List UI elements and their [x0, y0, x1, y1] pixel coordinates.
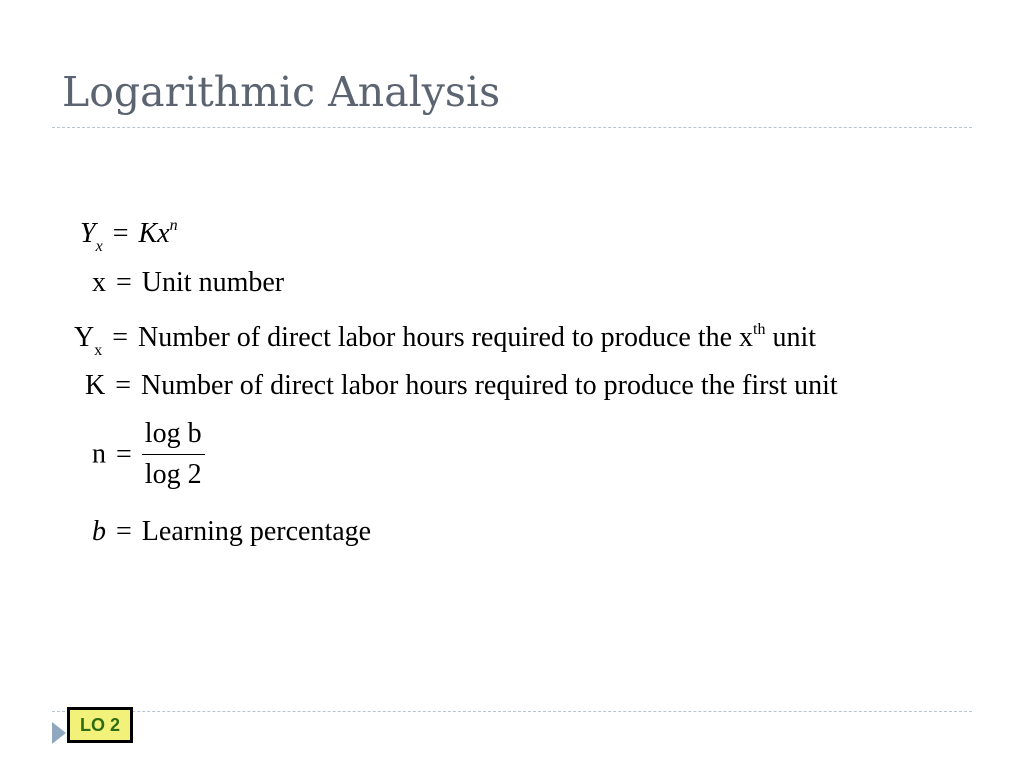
learning-objective-label: LO 2	[79, 714, 120, 735]
definition-yx-symbol-sub: x	[94, 342, 103, 359]
definition-yx-equals: =	[112, 322, 129, 353]
definition-k-equals: =	[115, 370, 132, 401]
footer-divider	[52, 711, 972, 712]
definition-n-equals: =	[116, 438, 132, 470]
definition-yx	[74, 322, 816, 359]
bullet-arrow-icon	[52, 722, 66, 744]
definition-b	[92, 518, 371, 546]
formula-main-lhs: Y	[80, 218, 96, 249]
definition-k	[85, 372, 838, 400]
definition-x-symbol: x	[92, 267, 106, 298]
definition-n-numerator: log b	[142, 420, 205, 455]
definition-b-equals: =	[116, 516, 132, 547]
definition-k-text: Number of direct labor hours required to produce the first unit	[141, 370, 838, 401]
formula-main-equals: =	[112, 218, 129, 249]
slide-title: Logarithmic Analysis	[62, 68, 501, 116]
definition-n-denominator: log 2	[144, 459, 202, 490]
definition-x-equals: =	[116, 267, 132, 298]
definition-n-symbol: n	[92, 438, 106, 470]
definition-n-fraction	[142, 420, 205, 489]
formula-main	[80, 218, 178, 255]
definition-yx-symbol: Y	[74, 322, 95, 353]
definition-b-text: Learning percentage	[141, 516, 372, 547]
learning-objective-badge[interactable]	[67, 707, 133, 743]
formula-main-lhs-sub: x	[95, 238, 103, 255]
definition-yx-text: Number of direct labor hours required to produce the x	[138, 322, 754, 353]
formula-main-rhs: Kx	[138, 218, 170, 249]
title-divider	[52, 127, 972, 128]
definition-k-symbol: K	[85, 370, 106, 401]
definition-yx-sup: th	[753, 321, 766, 338]
definition-yx-text-end: unit	[772, 322, 817, 353]
definition-x-text: Unit number	[141, 267, 285, 298]
definition-x	[92, 269, 284, 297]
formula-main-rhs-sup: n	[169, 217, 178, 234]
definition-n	[92, 420, 205, 489]
definition-b-symbol: b	[92, 516, 106, 547]
